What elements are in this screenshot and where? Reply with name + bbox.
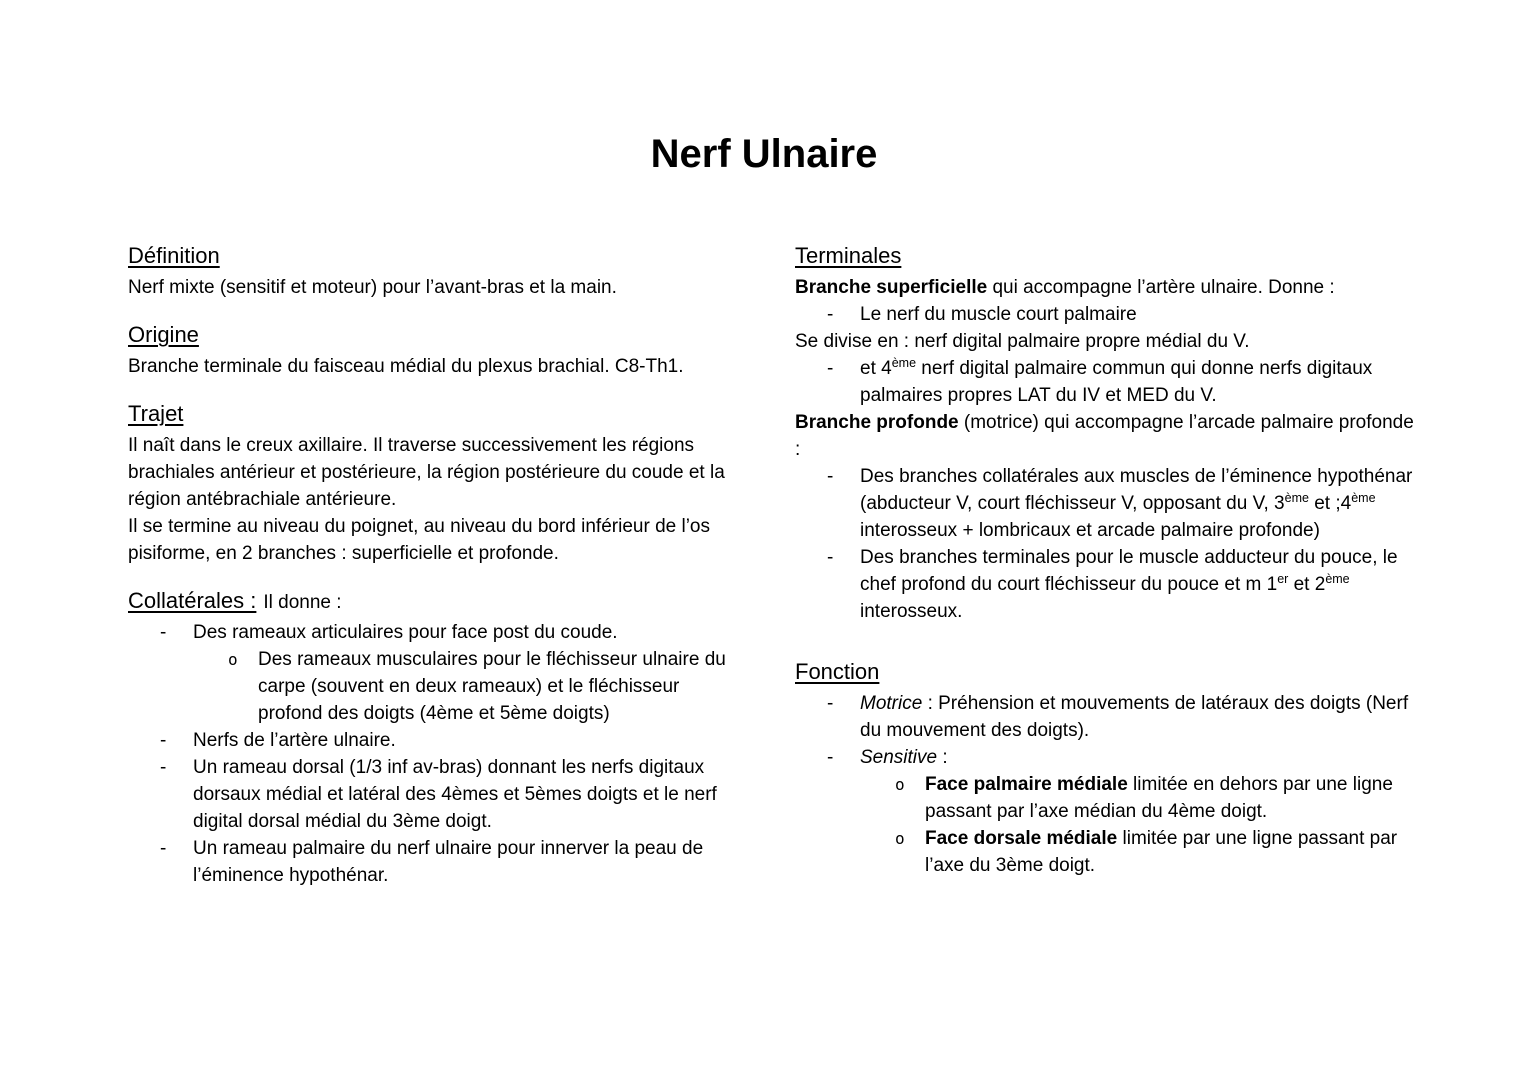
document-section [128,242,738,301]
paragraph [128,274,738,301]
section-heading-line [128,242,738,272]
circle-bullet-marker: o [895,829,905,848]
section-heading: Collatérales : [128,588,257,613]
document-section [795,242,1417,625]
document-section [128,321,738,380]
dash-bullet-marker: - [160,838,167,859]
bullet-item [795,544,1417,625]
paragraph [795,274,1417,301]
section-heading: Fonction [795,659,880,684]
dash-bullet-marker: - [160,757,167,778]
dash-bullet-marker: - [827,304,834,325]
bullet-item [128,754,738,835]
bullet-text [860,355,1417,409]
bullet-text [258,646,738,727]
text-run: (motrice) qui accompagne l’arcade palmaire profonde : [795,412,1414,460]
bullet-text [193,835,738,889]
section-heading-line [128,400,738,430]
text-run: et 2 [1288,574,1326,595]
dash-bullet-marker: - [827,747,834,768]
dash-bullet-marker: - [827,466,834,487]
text-run: er [1277,572,1289,586]
document-section [795,658,1417,879]
bullet-item [795,355,1417,409]
text-run: Sensitive [860,747,938,768]
circle-bullet-marker: o [895,775,905,794]
text-run: ème [1284,491,1309,505]
paragraph [128,353,738,380]
document-title: Nerf Ulnaire [650,132,878,176]
section-heading: Terminales [795,243,902,268]
bullet-text [860,463,1417,544]
text-run: Nerfs de l’artère ulnaire. [193,730,396,751]
text-run: et 4 [860,358,892,379]
bullet-text [193,619,738,646]
text-run: : Préhension et mouvements de latéraux des doigts (Nerf du mouvement des doigts). [860,693,1409,741]
bullet-text [193,754,738,835]
bullet-text [860,301,1417,328]
section-heading-line [795,242,1417,272]
text-run: Des rameaux musculaires pour le fléchisseur ulnaire du carpe (souvent en deux rameaux) et le fléchisseur profond des doigts (4ème et 5ème doigts) [258,649,726,724]
text-run: interosseux. [860,601,963,622]
text-run: Des rameaux articulaires pour face post du coude. [193,622,618,643]
bullet-text [860,690,1417,744]
sub-bullet-item [795,825,1417,879]
text-run: ème [1325,572,1350,586]
text-run: ème [891,356,917,370]
dash-bullet-marker: - [160,730,167,751]
left-column [128,242,738,889]
bullet-text [925,771,1417,825]
text-run: Le nerf du muscle court palmaire [860,304,1137,325]
bullet-text [925,825,1417,879]
text-run: Des branches terminales pour le muscle adducteur du pouce, le chef profond du court fléchisseur du pouce et m 1 [860,547,1398,595]
bullet-text [193,727,738,754]
text-run: interosseux + lombricaux et arcade palmaire profonde) [860,520,1320,541]
dash-bullet-marker: - [160,622,167,643]
bullet-text [860,544,1417,625]
text-run: Il se termine au niveau du poignet, au niveau du bord inférieur de l’os pisiforme, en 2 branches : superficielle et profonde. [128,516,710,564]
text-run: Des branches collatérales aux muscles de l’éminence hypothénar (abducteur V, court fléchisseur V, opposant du V, 3 [860,466,1413,514]
text-run: et ;4 [1308,493,1352,514]
section-heading: Définition [128,243,220,268]
text-run: nerf digital palmaire commun qui donne nerfs digitaux palmaires propres LAT du IV et MED du V. [860,358,1373,406]
text-run: Un rameau palmaire du nerf ulnaire pour innerver la peau de l’éminence hypothénar. [193,838,704,886]
dash-bullet-marker: - [827,547,834,568]
dash-bullet-marker: - [827,693,834,714]
bullet-item [795,463,1417,544]
text-run: Face dorsale médiale [925,828,1118,849]
text-run: ème [1351,491,1376,505]
bullet-item [795,744,1417,771]
text-run: Branche superficielle [795,277,988,298]
text-run: limitée par une ligne passant par l’axe du 3ème doigt. [925,828,1398,876]
text-run: : [937,747,948,768]
section-heading-line [128,587,738,617]
dash-bullet-marker: - [827,358,834,379]
paragraph [795,328,1417,355]
bullet-item [128,619,738,646]
text-run: Un rameau dorsal (1/3 inf av-bras) donnant les nerfs digitaux dorsaux médial et latéral des 4èmes et 5èmes doigts et le nerf digital dorsal médial du 3ème doigt. [193,757,717,832]
text-run: Motrice [860,693,923,714]
bullet-text [860,744,1417,771]
section-heading-line [128,321,738,351]
text-run: Nerf mixte (sensitif et moteur) pour l’avant-bras et la main. [128,277,617,298]
document-section [128,400,738,567]
bullet-item [795,690,1417,744]
document-section [128,587,738,889]
text-run: Il naît dans le creux axillaire. Il traverse successivement les régions brachiales antérieur et postérieure, la région postérieure du coude et la région antébrachiale antérieure. [128,435,725,510]
paragraph [128,432,738,513]
sub-bullet-item [795,771,1417,825]
paragraph [128,513,738,567]
section-heading-line [795,658,1417,688]
bullet-item [128,835,738,889]
sub-bullet-item [128,646,738,727]
text-run: Branche terminale du faisceau médial du plexus brachial. C8-Th1. [128,356,684,377]
text-run: Se divise en : nerf digital palmaire propre médial du V. [795,331,1250,352]
right-column [795,242,1417,889]
section-heading: Origine [128,322,199,347]
bullet-item [795,301,1417,328]
text-run: Face palmaire médiale [925,774,1128,795]
text-run: qui accompagne l’artère ulnaire. Donne : [987,277,1335,298]
two-column-layout [128,242,1528,889]
text-run: limitée en dehors par une ligne passant par l’axe médian du 4ème doigt. [925,774,1393,822]
bullet-item [128,727,738,754]
text-run: Branche profonde [795,412,959,433]
circle-bullet-marker: o [228,650,238,669]
section-heading: Trajet [128,401,184,426]
section-heading-suffix: Il donne : [263,592,342,613]
paragraph [795,409,1417,463]
